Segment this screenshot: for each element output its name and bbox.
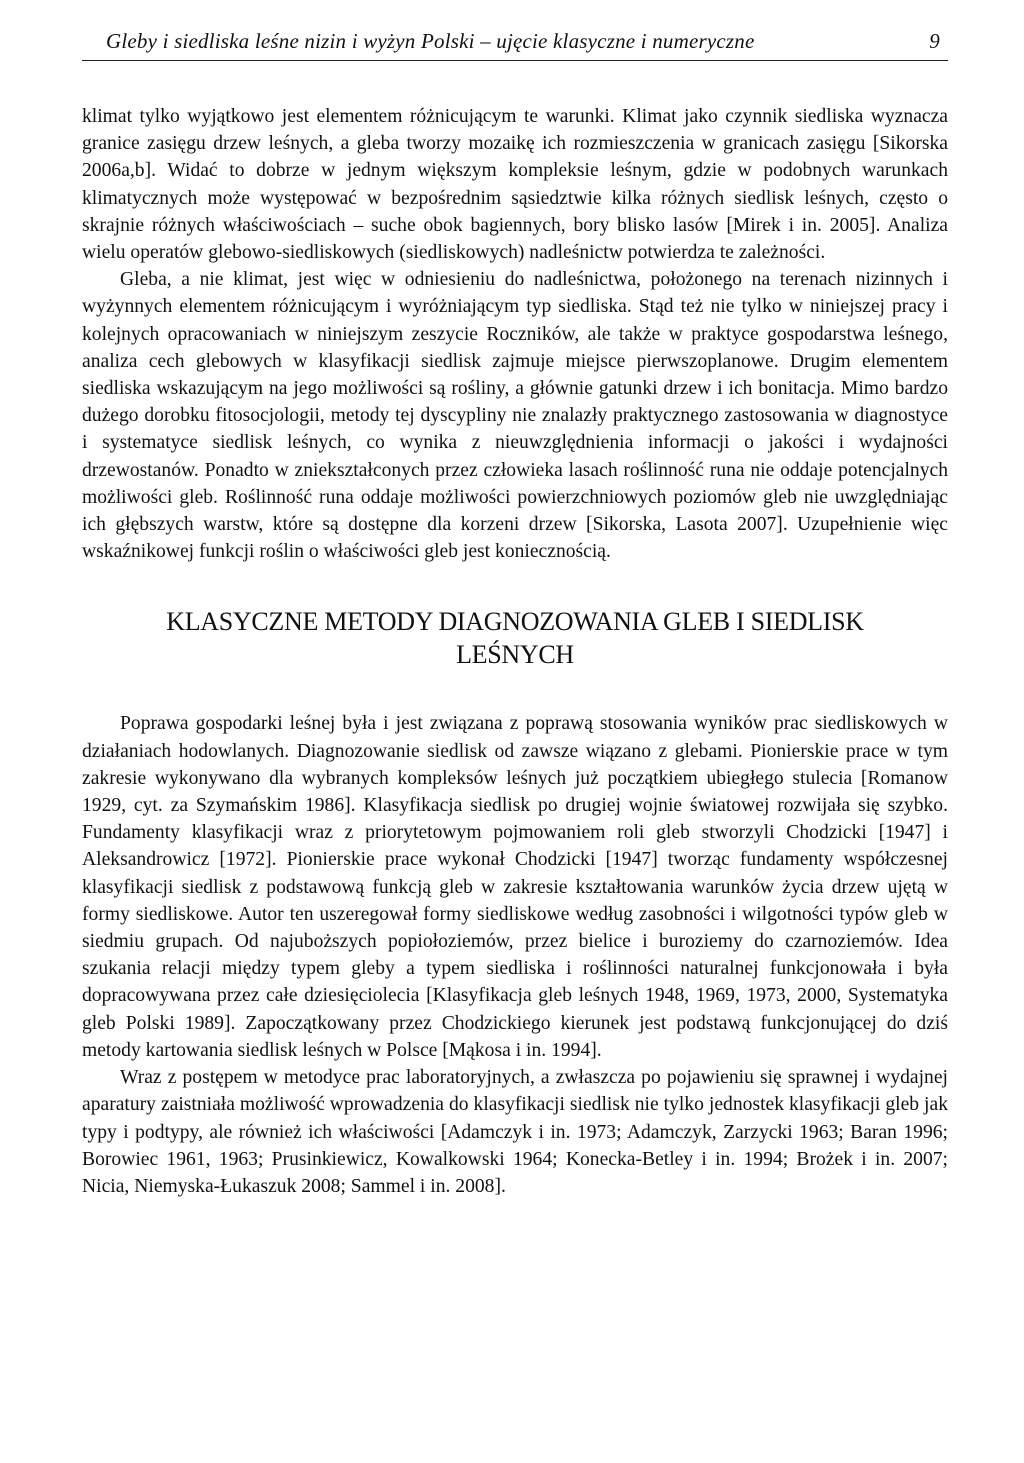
section-heading-line-2: LEŚNYCH bbox=[456, 640, 574, 670]
body-text bbox=[82, 103, 948, 565]
page-number: 9 bbox=[929, 29, 940, 53]
document-page bbox=[82, 28, 948, 1200]
running-header bbox=[82, 28, 948, 61]
section-body bbox=[82, 710, 948, 1200]
section-heading-line-1: KLASYCZNE METODY DIAGNOZOWANIA GLEB I SIEDLISK bbox=[166, 607, 864, 637]
paragraph: Gleba, a nie klimat, jest więc w odniesieniu do nadleśnictwa, położonego na terenach nizinnych i wyżynnych elementem różnicującym i wyróżniającym typ siedliska. Stąd też nie tylko w niniejszej pracy i kolejnych opracowaniach w niniejszym zeszycie Roczników, ale także w praktyce gospodarstwa leśnego, analiza cech glebowych w klasyfikacji siedlisk zajmuje miejsce pierwszoplanowe. Drugim elementem siedliska wskazującym na jego możliwości są rośliny, a głównie gatunki drzew i ich bonitacja. Mimo bardzo dużego dorobku fitosocjologii, metody tej dyscypliny nie znalazły praktycznego zastosowania w diagnostyce i systematyce siedlisk leśnych, co wynika z nieuwzględnienia informacji o jakości i wydajności drzewostanów. Ponadto w zniekształconych przez człowieka lasach roślinność runa nie oddaje potencjalnych możliwości gleb. Roślinność runa oddaje możliwości powierzchniowych poziomów gleb nie uwzględniając ich głębszych warstw, które są dostępne dla korzeni drzew [Sikorska, Lasota 2007]. Uzupełnienie więc wskaźnikowej funkcji roślin o właściwości gleb jest koniecznością. bbox=[82, 269, 948, 563]
section-heading bbox=[112, 605, 918, 671]
paragraph: Wraz z postępem w metodyce prac laboratoryjnych, a zwłaszcza po pojawieniu się sprawnej i wydajnej aparatury zaistniała możliwość wprowadzenia do klasyfikacji siedlisk nie tylko jednostek klasyfikacji gleb jak typy i podtypy, ale również ich właściwości [Adamczyk i in. 1973; Adamczyk, Zarzycki 1963; Baran 1996; Borowiec 1961, 1963; Prusinkiewicz, Kowalkowski 1964; Konecka-Betley i in. 1994; Brożek i in. 2007; Nicia, Niemyska-Łukaszuk 2008; Sammel i in. 2008]. bbox=[82, 1067, 948, 1197]
paragraph: klimat tylko wyjątkowo jest elementem różnicującym te warunki. Klimat jako czynnik siedliska wyznacza granice zasięgu drzew leśnych, a gleba tworzy mozaikę ich rozmieszczenia w granicach zasięgu [Sikorska 2006a,b]. Widać to dobrze w jednym większym kompleksie leśnym, gdzie w podobnych warunkach klimatycznych może występować w bezpośrednim sąsiedztwie kilka różnych siedlisk leśnych, często o skrajnie różnych właściwościach – suche obok bagiennych, bory blisko lasów [Mirek i in. 2005]. Analiza wielu operatów glebowo-siedliskowych (siedliskowych) nadleśnictw potwierdza te zależności. bbox=[82, 106, 948, 264]
running-header-title: Gleby i siedliska leśne nizin i wyżyn Polski – ujęcie klasyczne i numeryczne bbox=[106, 29, 755, 53]
paragraph: Poprawa gospodarki leśnej była i jest związana z poprawą stosowania wyników prac siedliskowych w działaniach hodowlanych. Diagnozowanie siedlisk od zawsze wiązano z glebami. Pionierskie prace w tym zakresie wykonywano dla wybranych kompleksów leśnych już początkiem ubiegłego stulecia [Romanow 1929, cyt. za Szymańskim 1986]. Klasyfikacja siedlisk po drugiej wojnie światowej rozwijała się szybko. Fundamenty klasyfikacji wraz z priorytetowym pojmowaniem roli gleb stworzyli Chodzicki [1947] i Aleksandrowicz [1972]. Pionierskie prace wykonał Chodzicki [1947] tworząc fundamenty współczesnej klasyfikacji siedlisk z podstawową funkcją gleb w zakresie kształtowania warunków życia drzew ujętą w formy siedliskowe. Autor ten uszeregował formy siedliskowe według zasobności i wilgotności typów gleb w siedmiu grupach. Od najuboższych popiołoziemów, przez bielice i buroziemy do czarnoziemów. Idea szukania relacji między typem gleby a typem siedliska i roślinności naturalnej funkcjonowała i była dopracowywana przez całe dziesięciolecia [Klasyfikacja gleb leśnych 1948, 1969, 1973, 2000, Systematyka gleb Polski 1989]. Zapoczątkowany przez Chodzickiego kierunek jest podstawą funkcjonującej do dziś metody kartowania siedlisk leśnych w Polsce [Mąkosa i in. 1994]. bbox=[82, 713, 948, 1061]
